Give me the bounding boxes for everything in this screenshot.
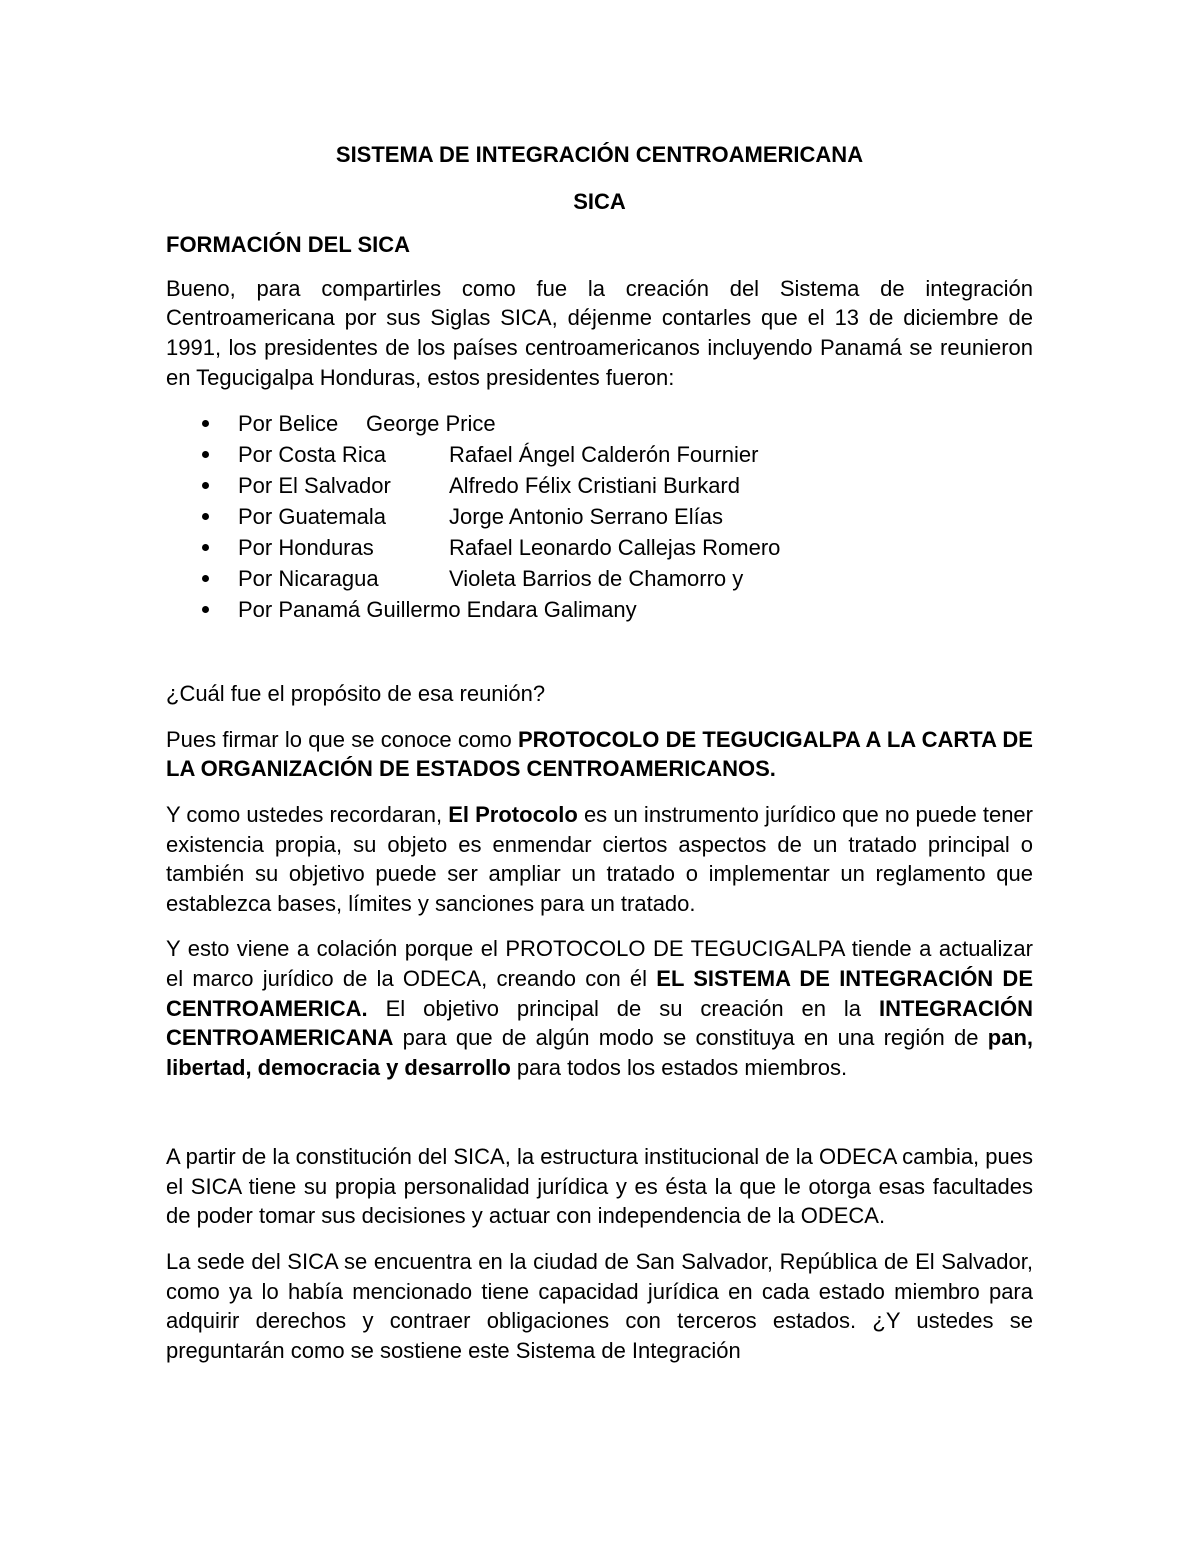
president-name: Rafael Leonardo Callejas Romero [449,535,781,561]
country-label: Por Nicaragua [238,566,379,592]
context-part1: Y esto viene a colación porque el PROTOCOLO DE TEGUCIGALPA tiende a actualizar el marco jurídico de la ODECA, creando con él [166,936,1033,991]
spacer [166,625,1033,679]
bullet-icon [202,420,209,427]
protocol-title: PROTOCOLO DE TEGUCIGALPA A LA CARTA DE LA ORGANIZACIÓN DE ESTADOS CENTROAMERICANOS. [166,726,1033,782]
list-item [166,594,1033,625]
context-bold2: INTEGRACIÓN CENTROAMERICANA [166,995,1033,1051]
country-label: Por Honduras [238,535,374,561]
question-paragraph: ¿Cuál fue el propósito de esa reunión? [166,681,546,707]
bullet-icon [202,482,209,489]
answer-lead: Pues firmar lo que se conoce como [166,726,518,752]
list-item [166,439,1033,470]
seat-paragraph: La sede del SICA se encuentra en la ciudad de San Salvador, República de El Salvador, como ya lo había mencionado tiene capacidad jurídica en cada estado miembro para adquirir derechos y contraer obligaciones con terceros estados. ¿Y ustedes se preguntarán como se sostiene este Sistema de Integración [166,1249,1033,1363]
presidents-list [166,408,1033,625]
president-name: Rafael Ángel Calderón Fournier [449,442,759,468]
bullet-icon [202,513,209,520]
context-part2: El objetivo principal de su creación en la [367,995,879,1021]
list-item [166,532,1033,563]
protocol-rest: es un instrumento jurídico que no puede tener existencia propia, su objeto es enmendar ciertos aspectos de un tratado principal o también su objetivo puede ser ampliar un tratado o implementar un reglamento que establezca bases, límites y sanciones para un tratado. [166,801,1033,916]
president-name: George Price [366,411,496,437]
spacer [166,1098,1033,1142]
list-item [166,563,1033,594]
president-name: Jorge Antonio Serrano Elías [449,504,723,530]
country-label: Por El Salvador [238,473,391,499]
context-part4: para todos los estados miembros. [510,1054,848,1080]
bullet-icon [202,544,209,551]
document-body [166,140,1033,1381]
document-title: SISTEMA DE INTEGRACIÓN CENTROAMERICANA [335,142,864,167]
bullet-icon [202,451,209,458]
structure-paragraph: A partir de la constitución del SICA, la estructura institucional de la ODECA cambia, pues el SICA tiene su propia personalidad jurídica y es ésta la que le otorga esas facultades de poder tomar sus decisiones y actuar con independencia de la ODECA. [166,1144,1033,1229]
protocol-paragraph [166,800,1033,918]
list-item [166,501,1033,532]
context-part3: para que de algún modo se constituya en una región de [393,1025,988,1051]
context-paragraph [166,934,1033,1082]
section-heading: FORMACIÓN DEL SICA [166,232,411,258]
country-label: Por Panamá [238,597,361,623]
context-bold1: EL SISTEMA DE INTEGRACIÓN DE CENTROAMERICA. [166,965,1033,1021]
list-item [166,470,1033,501]
answer-paragraph [166,725,1033,784]
bullet-icon [202,575,209,582]
intro-paragraph: Bueno, para compartirles como fue la creación del Sistema de integración Centroamericana por sus Siglas SICA, déjenme contarles que el 13 de diciembre de 1991, los presidentes de los países centroamericanos incluyendo Panamá se reunieron en Tegucigalpa Honduras, estos presidentes fueron: [166,275,1033,390]
president-name: Alfredo Félix Cristiani Burkard [449,473,740,499]
document-subtitle: SICA [573,188,626,214]
country-label: Por Belice [238,411,339,437]
list-item [166,408,1033,439]
country-label: Por Guatemala [238,504,386,530]
president-name: Guillermo Endara Galimany [366,597,637,623]
protocol-term: El Protocolo [448,801,578,827]
president-name: Violeta Barrios de Chamorro y [449,566,744,592]
context-bold3: pan, libertad, democracia y desarrollo [166,1025,1033,1080]
country-label: Por Costa Rica [238,442,386,468]
bullet-icon [202,606,209,613]
protocol-lead: Y como ustedes recordaran, [166,801,449,827]
